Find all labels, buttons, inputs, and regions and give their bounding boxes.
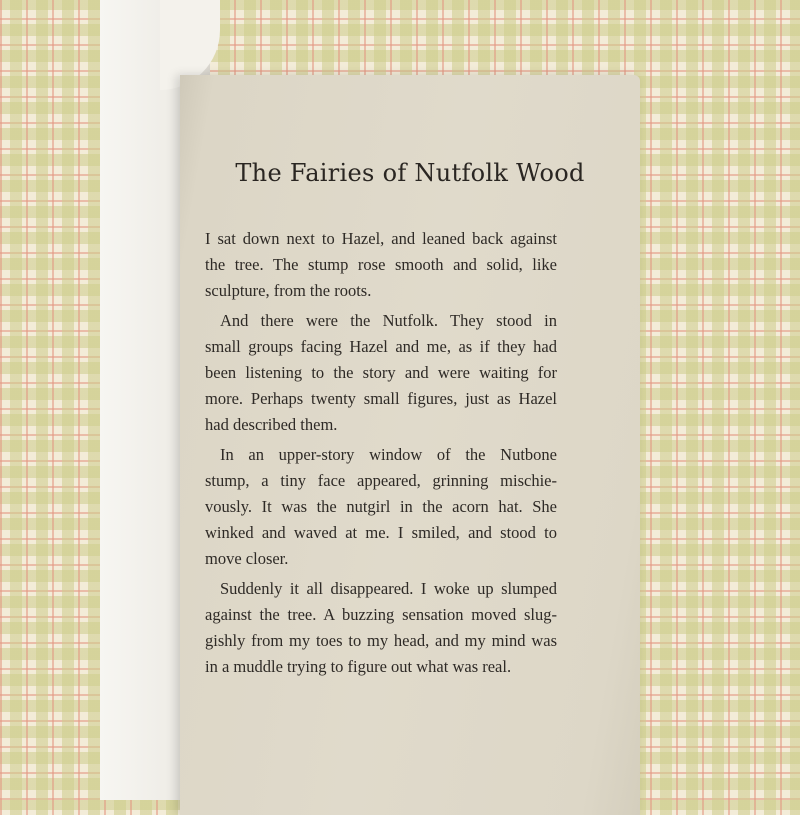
text-line: stump, a tiny face appeared, grinning mischie-	[205, 471, 557, 490]
text-line: vously. It was the nutgirl in the acorn hat. She	[205, 497, 557, 516]
text-line: in a muddle trying to figure out what was real.	[205, 657, 512, 676]
text-line: small groups facing Hazel and me, as if they had	[205, 337, 557, 356]
text-line: had described them.	[205, 415, 338, 434]
text-line: against the tree. A buzzing sensation moved slug-	[205, 605, 557, 624]
text-line: more. Perhaps twenty small figures, just as Hazel	[205, 389, 557, 408]
text-line: sculpture, from the roots.	[205, 281, 372, 300]
text-line: In an upper-story window of the Nutbone	[220, 445, 557, 464]
text-line: the tree. The stump rose smooth and solid, like	[205, 255, 557, 274]
text-line: been listening to the story and were waiting for	[205, 363, 557, 382]
text-line: Suddenly it all disappeared. I woke up slumped	[220, 579, 557, 598]
text-line: move closer.	[205, 549, 289, 568]
text-line: winked and waved at me. I smiled, and stood to	[205, 523, 557, 542]
text-line: And there were the Nutfolk. They stood in	[220, 311, 557, 330]
page-title: The Fairies of Nutfolk Wood	[235, 159, 585, 187]
text-line: gishly from my toes to my head, and my mind was	[205, 631, 557, 650]
text-line: I sat down next to Hazel, and leaned back against	[205, 229, 557, 248]
book-page	[180, 75, 640, 815]
